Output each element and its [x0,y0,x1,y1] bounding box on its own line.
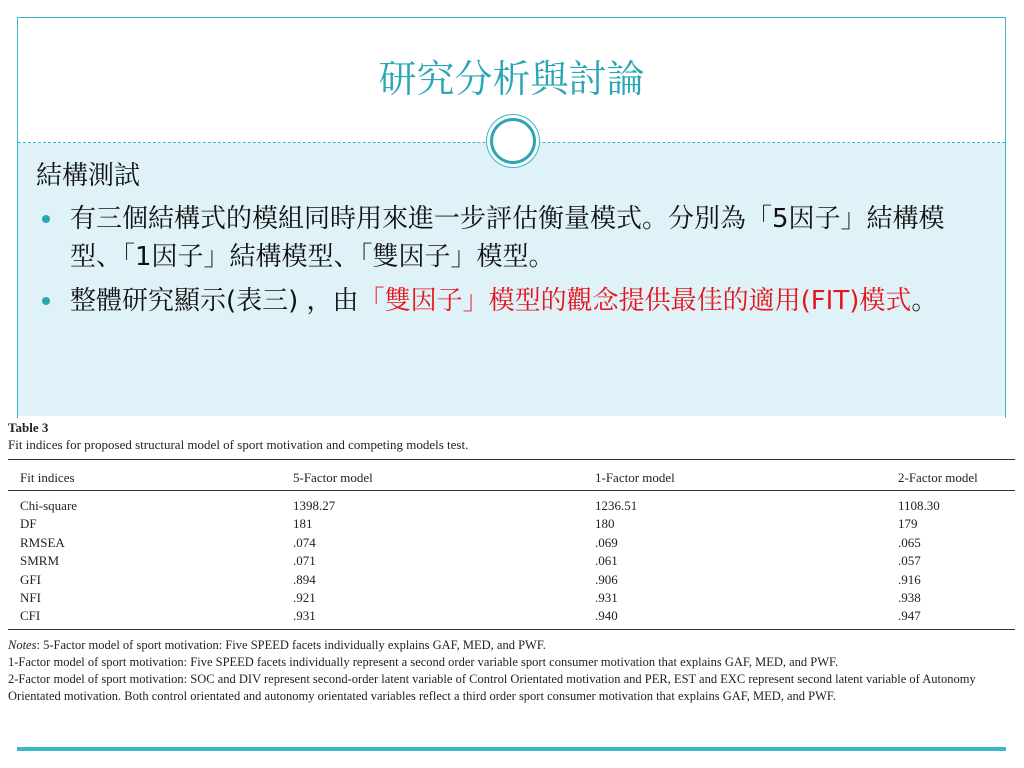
bullet-item [36,282,996,320]
bullet-suffix: 。 [911,286,938,316]
table-cell: .938 [898,590,921,605]
table-label: Table 3 [8,420,49,435]
table-cell: .065 [898,534,921,550]
table-cell: 1398.27 [293,498,336,513]
table-header-cell: Fit indices [20,470,75,485]
table-top-rule [8,459,1015,460]
table-cell: 1236.51 [595,498,638,513]
notes-line: : 5-Factor model of sport motivation: Five SPEED facets individually explains GAF, MED, and PWF. [36,638,546,652]
table-notes [8,637,1020,705]
table-cell: .906 [595,571,618,587]
table-row-label: NFI [20,590,41,605]
table-cell: .931 [293,608,316,624]
bullet-highlight: 「雙因子」模型的觀念提供最佳的適用(FIT)模式 [358,286,912,316]
table-cell: .921 [293,590,316,605]
table-cell: 1108.30 [898,498,940,513]
notes-label: Notes [8,638,37,652]
subheading: 結構測試 [36,161,141,191]
bullet-text: 有三個結構式的模組同時用來進一步評估衡量模式。分別為「5因子」結構模型、「1因子」結構模型、「雙因子」模型。 [70,204,945,272]
table-cell: 181 [293,516,313,532]
notes-line: 1-Factor model of sport motivation: Five SPEED facets individually represent a second order variable sport consumer motivation that explains GAF, MED, and PWF. [8,655,839,669]
table-header-rule [8,490,1015,491]
table-cell: .057 [898,553,921,569]
table-row-label: DF [20,516,37,532]
table-cell: .894 [293,571,316,587]
table-figure [0,418,1024,758]
bullet-item [36,200,996,276]
table-cell: .061 [595,553,618,569]
notes-line: 2-Factor model of sport motivation: SOC and DIV represent second-order latent variable of Control Orientated motivation and PER, EST and EXC represent second latent variable of Autonomy Orientated motivation. Both control orientated and autonomy orientated variables reflect a third order sport consumer motivation that explains GAF, MED, and PWF. [8,672,976,703]
table-cell: .074 [293,534,316,550]
table-cell: .069 [595,534,618,550]
table-cell: 180 [595,516,615,532]
table-bottom-rule [8,629,1015,630]
table-header-cell: 2-Factor model [898,470,978,485]
bullet-dot-icon [42,297,50,305]
table-row-label: CFI [20,608,41,624]
bullet-dot-icon [42,215,50,223]
slide-body [36,158,996,320]
table-row-label: GFI [20,571,41,587]
table-row-label: RMSEA [20,534,65,550]
bottom-accent-bar [17,747,1006,751]
slide-title: 研究分析與討論 [378,57,645,101]
table-header-cell: 5-Factor model [293,470,373,485]
table-cell: .931 [595,590,618,605]
table-cell: 179 [898,516,918,532]
table-cell: .940 [595,608,618,624]
table-row-label: SMRM [20,553,60,569]
table-row-label: Chi-square [20,498,78,513]
table-header-cell: 1-Factor model [595,470,675,485]
bullet-prefix: 整體研究顯示(表三) ，由 [70,286,359,316]
table-cell: .071 [293,553,316,569]
table-cell: .947 [898,608,921,624]
table-caption: Fit indices for proposed structural model of sport motivation and competing models test. [8,437,469,452]
table-cell: .916 [898,571,921,587]
